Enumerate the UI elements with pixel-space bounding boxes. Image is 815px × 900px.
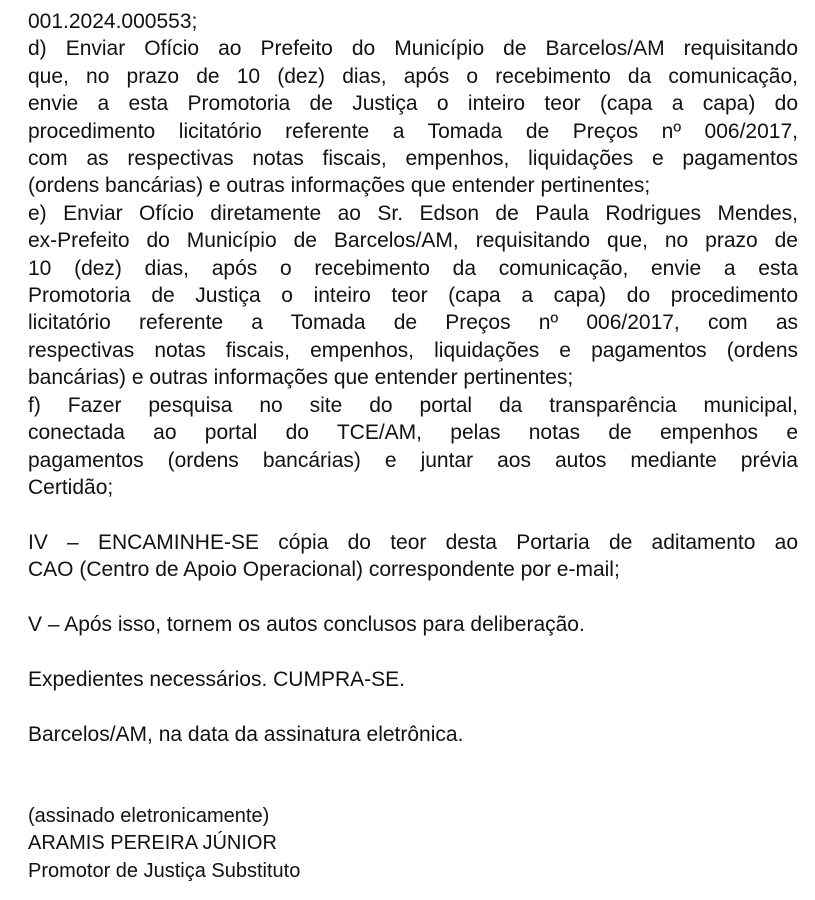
item-d-line: envie a esta Promotoria de Justiça o inteiro teor (capa a capa) do [28, 92, 798, 116]
expedientes-line: Expedientes necessários. CUMPRA-SE. [28, 667, 405, 691]
signature-note: (assinado eletronicamente) [28, 804, 270, 827]
paragraph-gap [28, 748, 798, 775]
item-f-line: conectada ao portal do TCE/AM, pelas notas de empenhos e [28, 421, 798, 445]
item-f-line: f) Fazer pesquisa no site do portal da transparência municipal, [28, 393, 798, 417]
document-page [28, 8, 798, 885]
item-iv-line: CAO (Centro de Apoio Operacional) correspondente por e-mail; [28, 558, 620, 582]
item-d-line: procedimento licitatório referente a Tomada de Preços nº 006/2017, [28, 119, 798, 143]
item-e-line: bancárias) e outras informações que entender pertinentes; [28, 366, 574, 390]
item-d-line: (ordens bancárias) e outras informações que entender pertinentes; [28, 174, 651, 198]
item-iv [28, 529, 798, 584]
item-f-line: Certidão; [28, 475, 114, 499]
place-date: Barcelos/AM, na data da assinatura eletrônica. [28, 722, 464, 746]
item-e-line: 10 (dez) dias, após o recebimento da comunicação, envie a esta [28, 256, 798, 280]
item-e [28, 200, 798, 392]
item-e-line: Promotoria de Justiça o inteiro teor (capa a capa) do procedimento [28, 284, 798, 308]
paragraph-gap [28, 501, 798, 528]
item-e-line: respectivas notas fiscais, empenhos, liquidações e pagamentos (ordens [28, 338, 798, 362]
item-iv-line: IV – ENCAMINHE-SE cópia do teor desta Portaria de aditamento ao [28, 530, 798, 554]
header-reference: 001.2024.000553; [28, 10, 198, 33]
paragraph-gap [28, 693, 798, 720]
paragraph-gap [28, 775, 798, 802]
item-d [28, 35, 798, 199]
item-e-line: e) Enviar Ofício diretamente ao Sr. Edson de Paula Rodrigues Mendes, [28, 201, 798, 225]
item-v: V – Após isso, tornem os autos conclusos para deliberação. [28, 612, 585, 636]
signer-name: ARAMIS PEREIRA JÚNIOR [28, 832, 277, 855]
item-e-line: ex-Prefeito do Município de Barcelos/AM, requisitando que, no prazo de [28, 229, 798, 253]
paragraph-gap [28, 638, 798, 665]
item-d-line: com as respectivas notas fiscais, empenhos, liquidações e pagamentos [28, 147, 798, 171]
item-d-line: que, no prazo de 10 (dez) dias, após o recebimento da comunicação, [28, 64, 798, 88]
signature-block [28, 803, 798, 885]
item-f [28, 392, 798, 502]
item-f-line: pagamentos (ordens bancárias) e juntar aos autos mediante prévia [28, 448, 798, 472]
paragraph-gap [28, 584, 798, 611]
item-d-line: d) Enviar Ofício ao Prefeito do Município de Barcelos/AM requisitando [28, 37, 798, 61]
signer-title: Promotor de Justiça Substituto [28, 859, 301, 882]
item-e-line: licitatório referente a Tomada de Preços nº 006/2017, com as [28, 311, 798, 335]
